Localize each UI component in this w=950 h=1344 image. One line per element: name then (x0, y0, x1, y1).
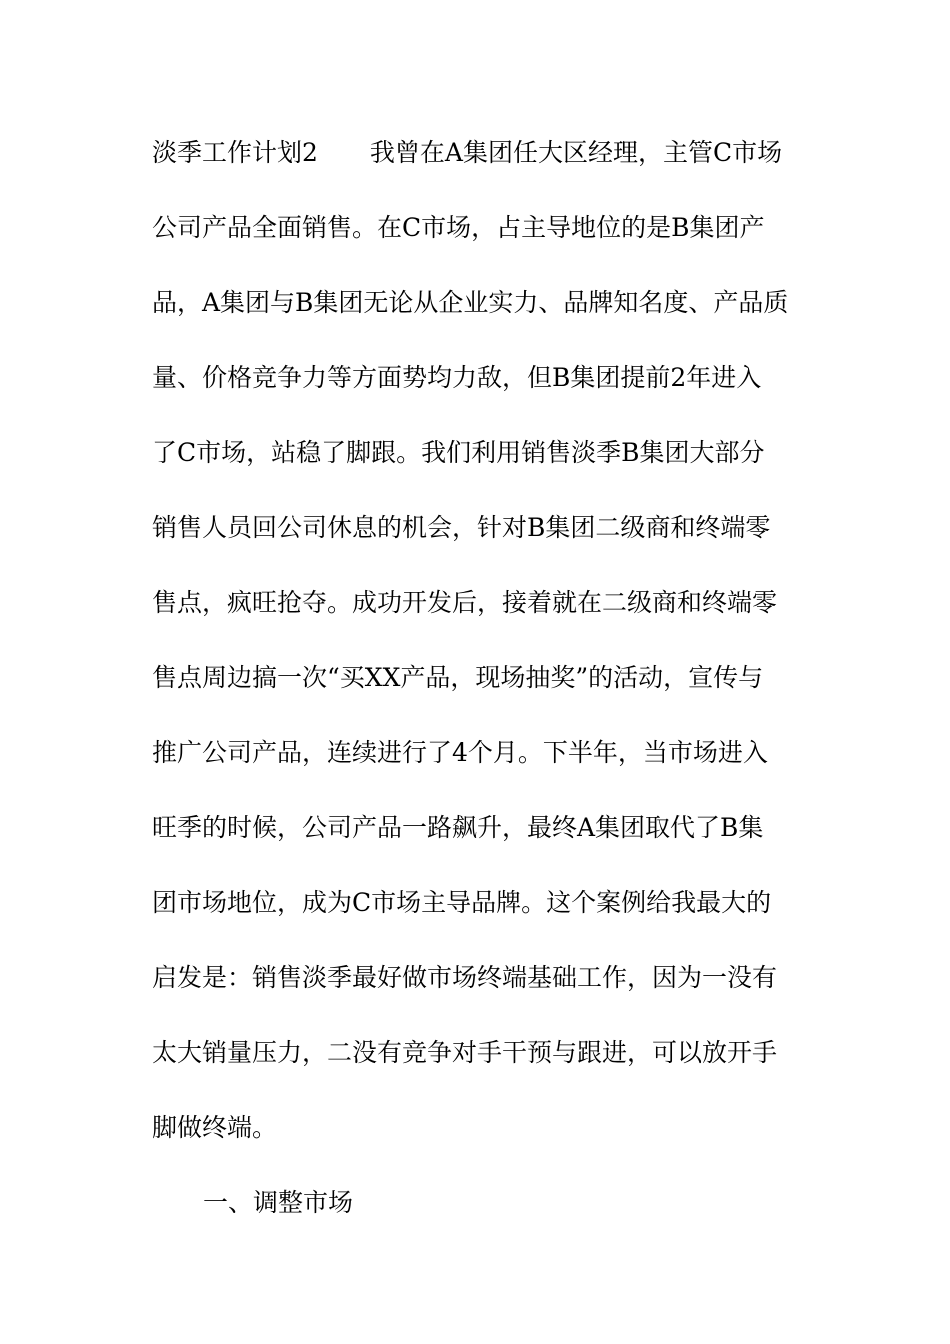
paragraph-text: 我曾在A集团任大区经理，主管C市场 (369, 138, 783, 167)
paragraph-line-7: 售点，疯旺抢夺。成功开发后，接着就在二级商和终端零 (152, 588, 778, 617)
paragraph-line-9: 推广公司产品，连续进行了4个月。下半年，当市场进入 (152, 738, 768, 767)
document-title: 淡季工作计划2 (152, 138, 318, 167)
paragraph-line-8: 售点周边搞一次“买XX产品，现场抽奖”的活动，宣传与 (152, 663, 764, 692)
paragraph-line-2: 公司产品全面销售。在C市场，占主导地位的是B集团产 (152, 213, 765, 242)
paragraph-line-14: 脚做终端。 (152, 1113, 278, 1142)
paragraph-line-13: 太大销量压力，二没有竞争对手干预与跟进，可以放开手 (152, 1038, 778, 1067)
paragraph-line-6: 销售人员回公司休息的机会，针对B集团二级商和终端零 (152, 513, 771, 542)
paragraph-line-10: 旺季的时候，公司产品一路飙升，最终A集团取代了B集 (152, 813, 764, 842)
paragraph-line-3: 品，A集团与B集团无论从企业实力、品牌知名度、产品质 (152, 288, 789, 317)
section-heading: 一、调整市场 (203, 1188, 354, 1217)
paragraph-line-4: 量、价格竞争力等方面势均力敌，但B集团提前2年进入 (152, 363, 762, 392)
paragraph-line-1 (152, 136, 812, 170)
paragraph-line-12: 启发是：销售淡季最好做市场终端基础工作，因为一没有 (152, 963, 778, 992)
paragraph-line-11: 团市场地位，成为C市场主导品牌。这个案例给我最大的 (152, 888, 772, 917)
paragraph-line-5: 了C市场，站稳了脚跟。我们利用销售淡季B集团大部分 (152, 438, 765, 467)
